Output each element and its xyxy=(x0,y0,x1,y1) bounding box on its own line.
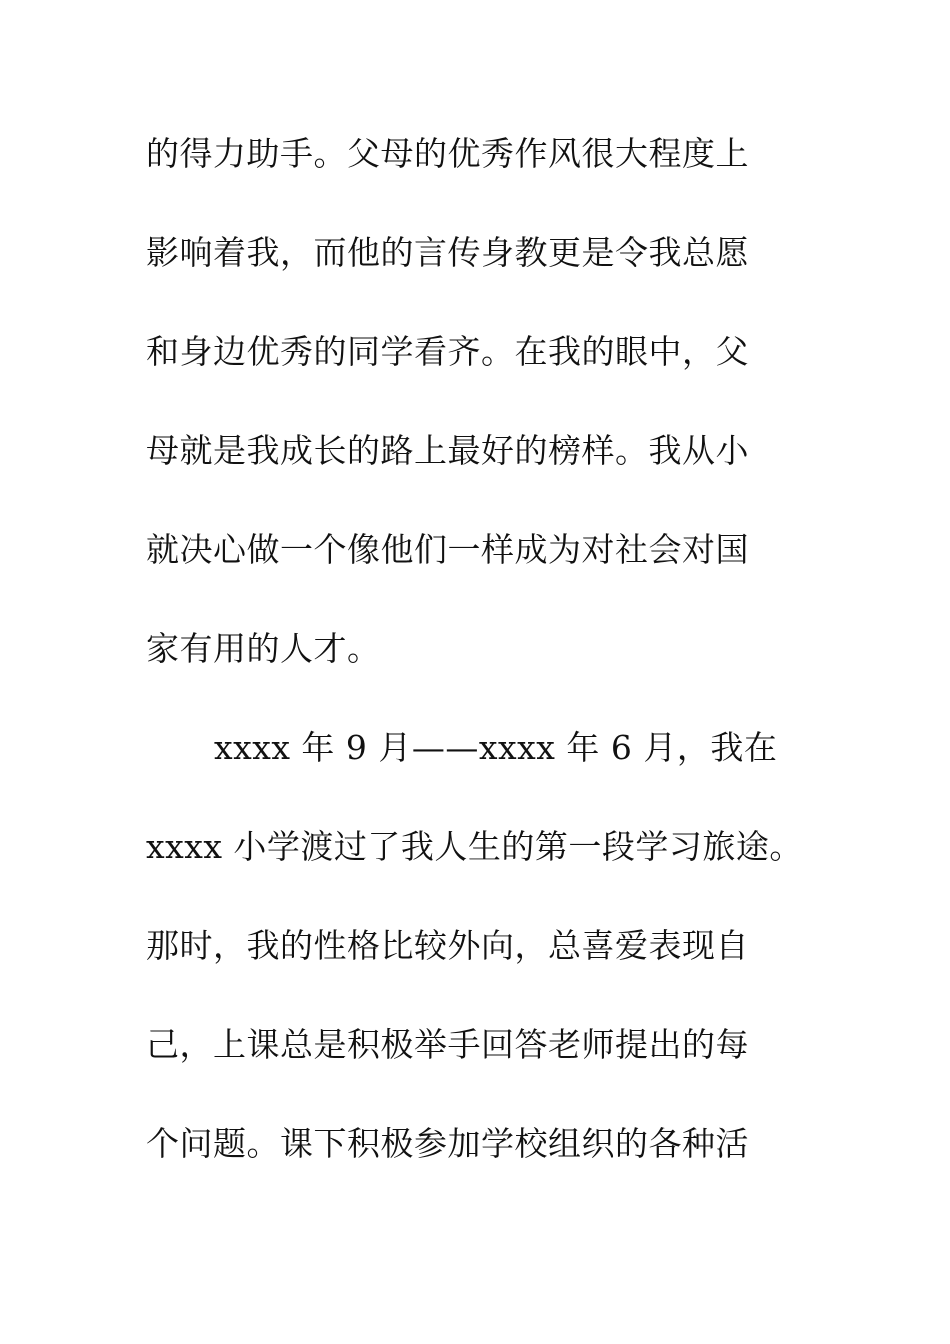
text-line: 和身边优秀的同学看齐。在我的眼中，父 xyxy=(146,332,749,371)
text-line: 就决心做一个像他们一样成为对社会对国 xyxy=(146,530,749,569)
text-line: 那时，我的性格比较外向，总喜爱表现自 xyxy=(146,926,749,965)
text-line: 影响着我，而他的言传身教更是令我总愿 xyxy=(146,233,749,272)
text-line: 己，上课总是积极举手回答老师提出的每 xyxy=(146,1025,749,1064)
text-line: 的得力助手。父母的优秀作风很大程度上 xyxy=(146,134,749,173)
text-line: xxxx 小学渡过了我人生的第一段学习旅途。 xyxy=(146,827,803,866)
body-text xyxy=(146,126,846,1215)
text-line: 家有用的人才。 xyxy=(146,629,381,668)
paragraph-start-line: xxxx 年 9 月——xxxx 年 6 月，我在 xyxy=(214,728,778,767)
text-line: 母就是我成长的路上最好的榜样。我从小 xyxy=(146,431,749,470)
text-line: 个问题。课下积极参加学校组织的各种活 xyxy=(146,1124,749,1163)
